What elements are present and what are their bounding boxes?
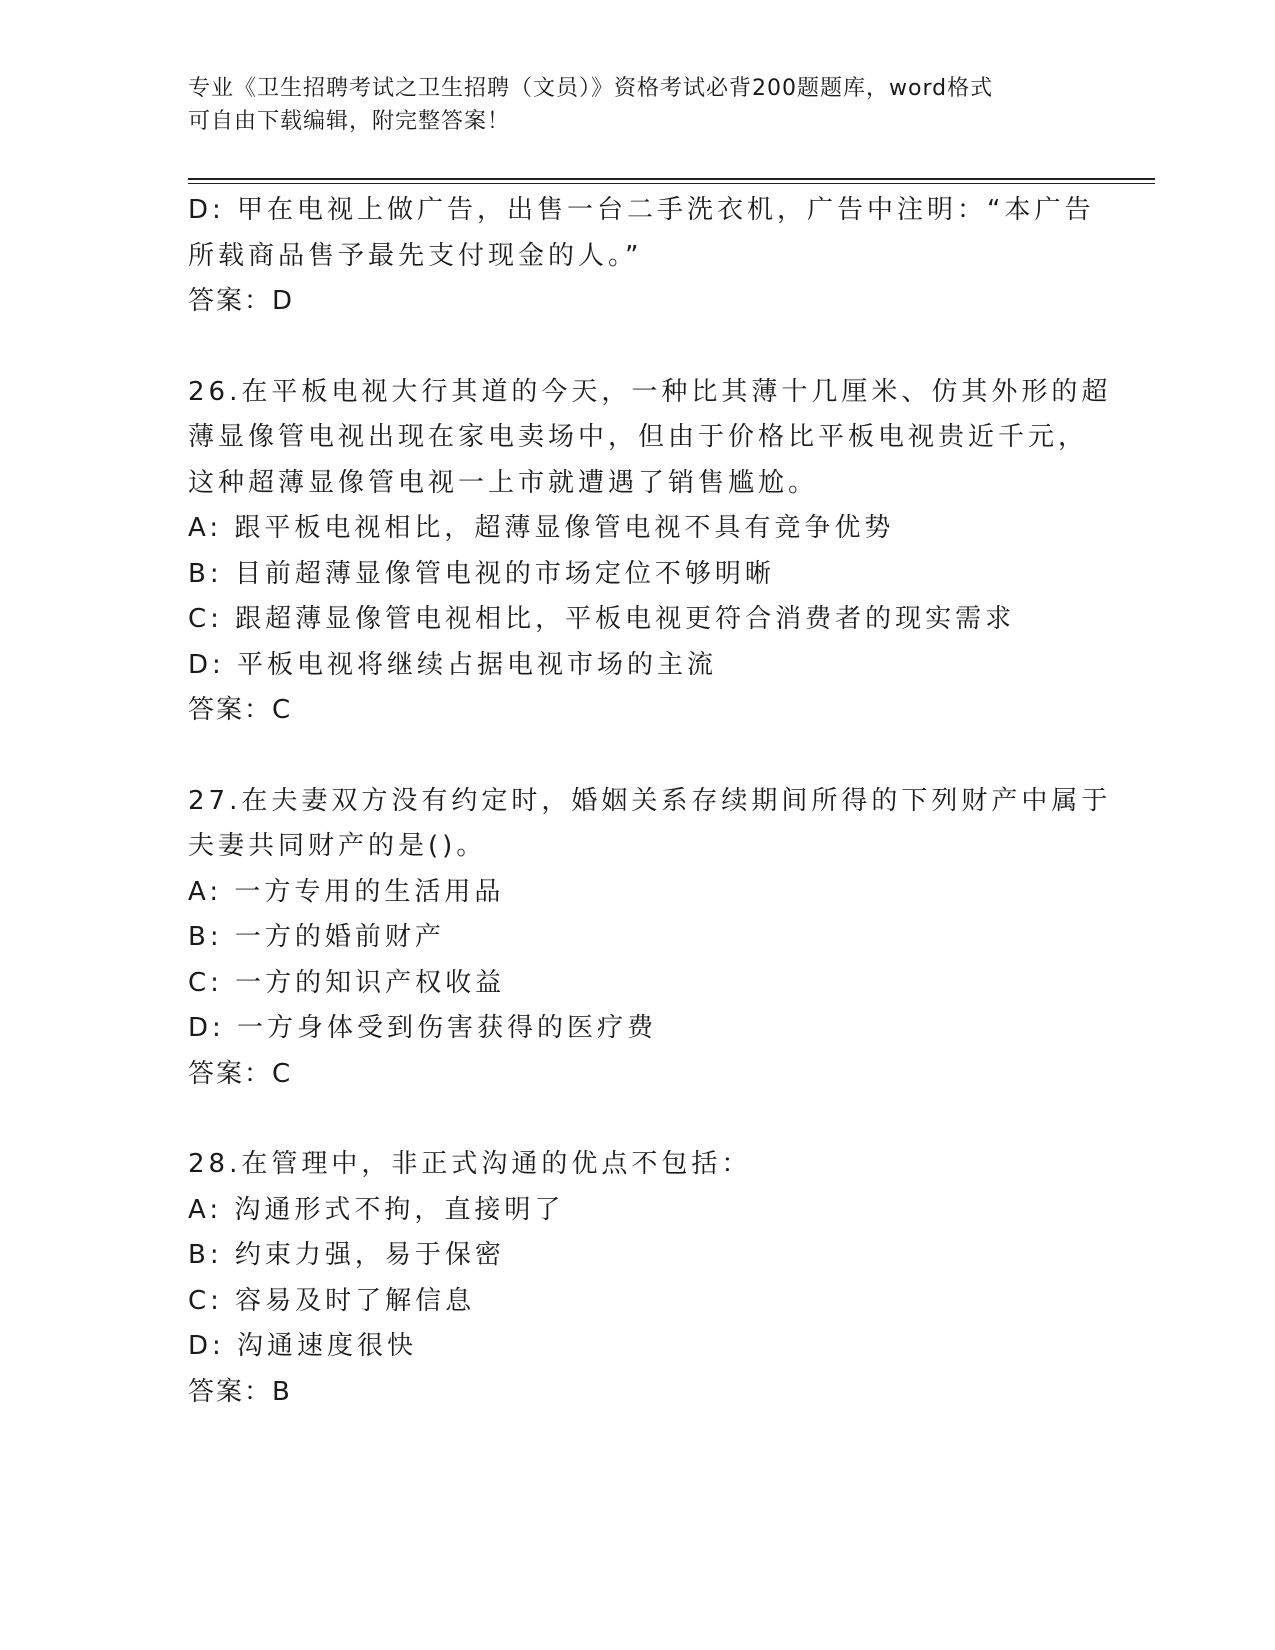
- question-26: [188, 370, 1112, 734]
- option-d: D: 一方身体受到伤害获得的医疗费: [188, 1013, 658, 1043]
- answer: 答案：D: [188, 286, 295, 316]
- option-d: D: 甲在电视上做广告，出售一台二手洗衣机，广告中注明：“本广告: [188, 195, 1095, 225]
- question-stem: 27.在夫妻双方没有约定时，婚姻关系存续期间所得的下列财产中属于: [188, 785, 1112, 816]
- question-28: [188, 1142, 1088, 1415]
- option-a: A: 沟通形式不拘，直接明了: [188, 1194, 565, 1225]
- header-rule-thick: [188, 178, 1155, 180]
- option-d: D: 平板电视将继续占据电视市场的主流: [188, 649, 718, 680]
- question-list: [188, 188, 1112, 1415]
- document-header: [188, 72, 1068, 138]
- option-b: B: 目前超薄显像管电视的市场定位不够明晰: [188, 558, 775, 589]
- question-stem: 28.在管理中，非正式沟通的优点不包括：: [188, 1149, 752, 1179]
- header-rule-thin: [188, 183, 1155, 184]
- option-c: C: 跟超薄显像管电视相比，平板电视更符合消费者的现实需求: [188, 604, 1016, 634]
- answer: 答案：C: [188, 695, 293, 725]
- option-a: A: 一方专用的生活用品: [188, 876, 505, 907]
- question-stem: 26.在平板电视大行其道的今天，一种比其薄十几厘米、仿其外形的超: [188, 376, 1112, 407]
- option-b: B: 约束力强，易于保密: [188, 1240, 505, 1270]
- answer: 答案：C: [188, 1058, 293, 1089]
- question-stem-continued: 这种超薄显像管电视一上市就遭遇了销售尴尬。: [188, 467, 819, 498]
- option-c: C: 一方的知识产权收益: [188, 967, 506, 998]
- option-b: B: 一方的婚前财产: [188, 922, 445, 952]
- question-25-tail: [188, 188, 1095, 325]
- option-a: A: 跟平板电视相比，超薄显像管电视不具有竞争优势: [188, 513, 895, 543]
- option-d: D: 沟通速度很快: [188, 1331, 418, 1361]
- option-c: C: 容易及时了解信息: [188, 1285, 476, 1316]
- option-d-continued: 所载商品售予最先支付现金的人。”: [188, 240, 643, 271]
- answer: 答案：B: [188, 1376, 292, 1407]
- question-stem-continued: 夫妻共同财产的是()。: [188, 831, 487, 861]
- header-title-line-2: 可自由下载编辑，附完整答案！: [188, 109, 511, 134]
- question-stem-continued: 薄显像管电视出现在家电卖场中，但由于价格比平板电视贵近千元，: [188, 422, 1089, 452]
- question-27: [188, 779, 1112, 1098]
- header-title-line-1: 专业《卫生招聘考试之卫生招聘（文员）》资格考试必背200题题库，word格式: [188, 76, 994, 101]
